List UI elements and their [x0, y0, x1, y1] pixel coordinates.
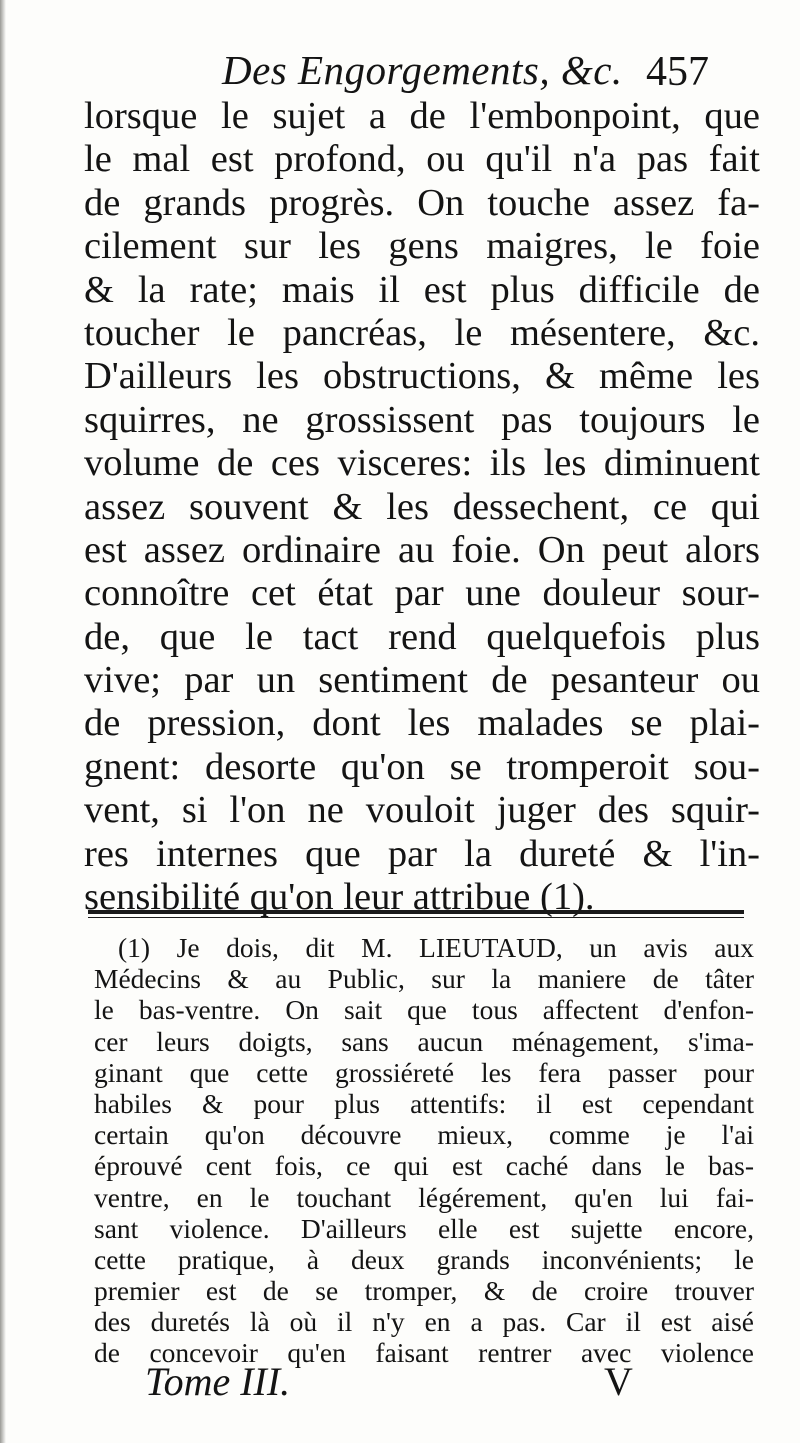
body-line: volume de ces visceres: ils les diminuent — [84, 442, 760, 485]
body-line: de, que le tact rend quelquefois plus — [84, 615, 760, 658]
body-line: vive; par un sentiment de pesanteur ou — [84, 659, 760, 702]
body-line: connoître cet état par une douleur sour- — [84, 572, 760, 615]
body-text — [84, 95, 760, 919]
footnote-line: cer leurs doigts, sans aucun ménagement, s'ima- — [94, 1025, 754, 1057]
footnote — [94, 932, 754, 1369]
body-line: cilement sur les gens maigres, le foie — [84, 225, 760, 268]
body-line: vent, si l'on ne vouloit juger des squir- — [84, 789, 760, 832]
body-line: sensibilité qu'on leur attribue (1). — [84, 876, 595, 919]
body-line: res internes que par la dureté & l'in- — [84, 832, 760, 875]
footnote-line: éprouvé cent fois, ce qui est caché dans le bas- — [94, 1150, 754, 1182]
body-line: squirres, ne grossissent pas toujours le — [84, 398, 760, 441]
footnote-line: des duretés là où il n'y en a pas. Car il est aisé — [94, 1306, 754, 1338]
body-line: de pression, dont les malades se plai- — [84, 702, 760, 745]
body-line: le mal est profond, ou qu'il n'a pas fait — [84, 138, 760, 181]
page-edge-shadow — [0, 0, 6, 1443]
volume-label: Tome III. — [145, 1359, 291, 1404]
footnote-line: Médecins & au Public, sur la maniere de tâter — [94, 963, 754, 995]
body-line: est assez ordinaire au foie. On peut alors — [84, 528, 760, 571]
footnote-line: le bas-ventre. On sait que tous affectent d'enfon- — [94, 994, 754, 1026]
body-line: de grands progrès. On touche assez fa- — [84, 181, 760, 224]
body-line: gnent: desorte qu'on se tromperoit sou- — [84, 745, 760, 788]
footnote-line: premier est de se tromper, & de croire trouver — [94, 1275, 754, 1307]
page-number: 457 — [646, 49, 709, 95]
footnote-line: (1) Je dois, dit M. LIEUTAUD, un avis aux — [118, 932, 754, 963]
footnote-line: cette pratique, à deux grands inconvénients; le — [94, 1243, 754, 1275]
footnote-line: habiles & pour plus attentifs: il est cependant — [94, 1087, 754, 1119]
body-line: D'ailleurs les obstructions, & même les — [84, 355, 760, 398]
footnote-separator-rule — [88, 910, 744, 918]
body-line: toucher le pancréas, le mésentere, &c. — [84, 311, 760, 354]
body-line: & la rate; mais il est plus difficile de — [84, 268, 760, 311]
page-footer — [0, 1358, 800, 1408]
body-line: assez souvent & les dessechent, ce qui — [84, 485, 760, 528]
running-title: Des Engorgements, &c. — [222, 47, 623, 93]
signature-mark: V — [604, 1359, 633, 1404]
footnote-line: de concevoir qu'en faisant rentrer avec violence — [94, 1337, 754, 1369]
footnote-line: certain qu'on découvre mieux, comme je l'ai — [94, 1119, 754, 1151]
page-header — [0, 44, 800, 100]
footnote-line: ginant que cette grossiéreté les fera passer pour — [94, 1056, 754, 1088]
footnote-line: sant violence. D'ailleurs elle est sujette encore, — [94, 1212, 754, 1244]
footnote-line: ventre, en le touchant légérement, qu'en lui fai- — [94, 1181, 754, 1213]
body-line: lorsque le sujet a de l'embonpoint, que — [84, 95, 760, 137]
